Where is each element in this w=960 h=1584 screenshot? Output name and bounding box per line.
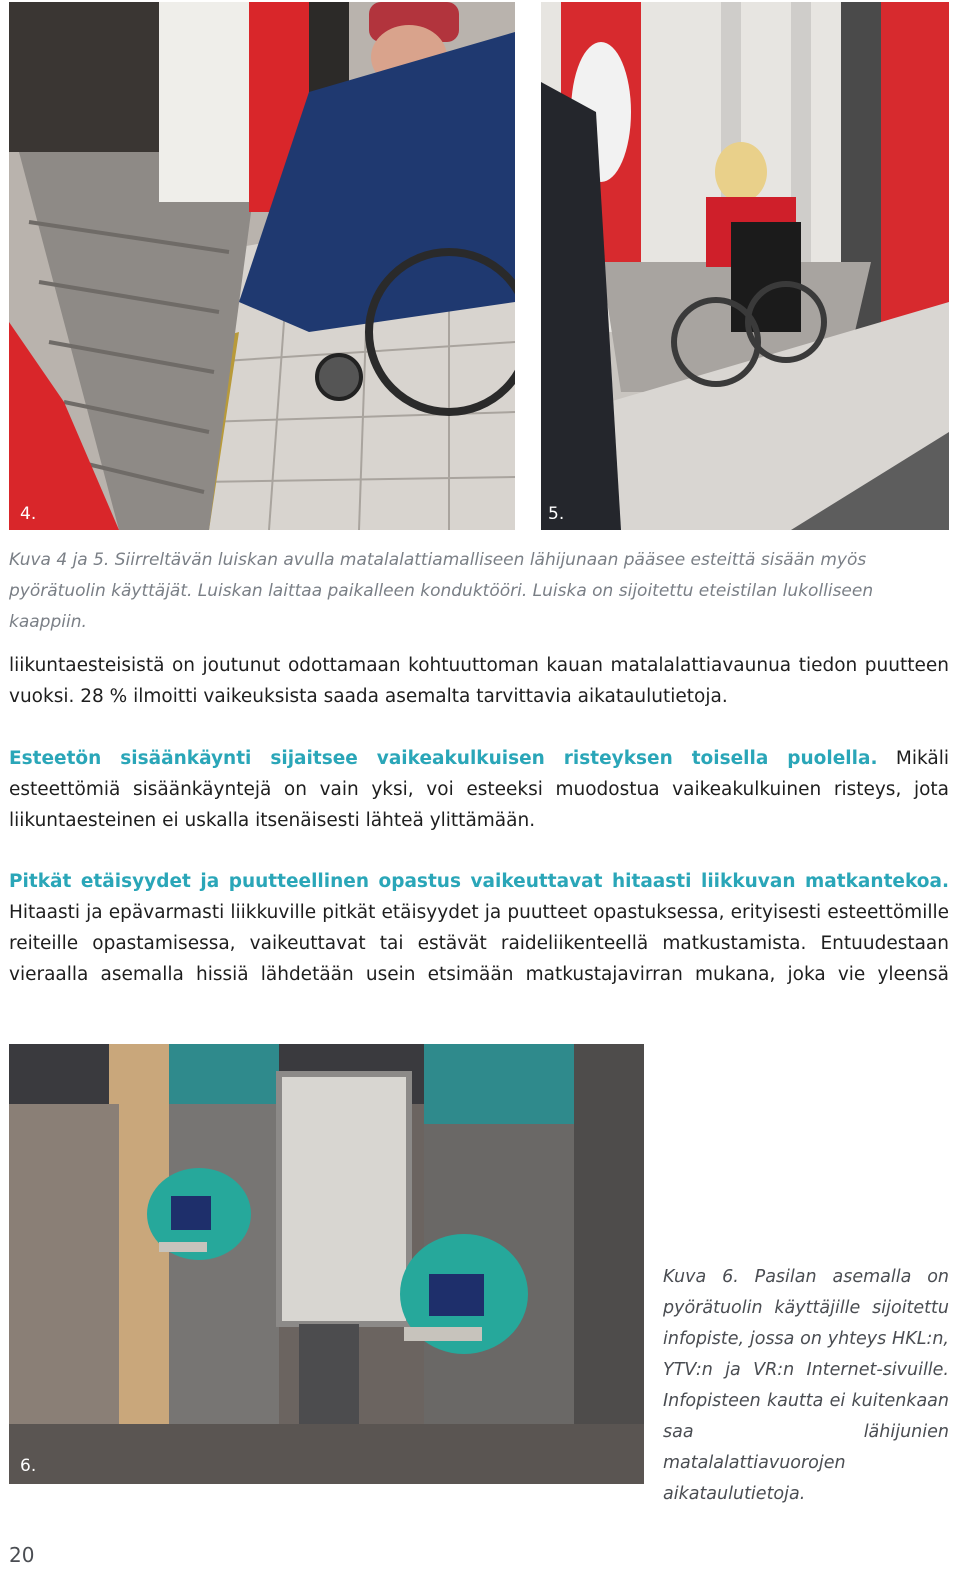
caption-photos-4-5: Kuva 4 ja 5. Siirreltävän luiskan avulla matalalattiamalliseen lähijunaan pääsee esteittä sisään myös pyörätuolin käyttäjät. Luiskan laittaa paikalleen konduktööri. Luiska on sijoitettu eteistilan lukolliseen kaappiin. (9, 550, 874, 632)
photo-4-number: 4. (20, 504, 37, 524)
paragraph-3-body: Hitaasti ja epävarmasti liikkuville pitkät etäisyydet ja puutteet opastuksessa, erityisesti esteettömille reiteille opastamisessa, vaikeuttavat tai estävät raideliikenteellä matkustamista. Entuudestaan vieraalla asemalla hissiä lähdetään usein etsimään matkustajavirran mukana, joka vie yleensä (9, 902, 949, 985)
photo-5-number: 5. (548, 504, 565, 524)
paragraph-2-body: Mikäli esteettömiä sisäänkäyntejä on vain yksi, voi esteeksi muodostua vaikeakulkuinen risteys, jota liikuntaesteinen ei uskalla itsenäisesti lähteä ylittämään. (9, 748, 949, 831)
paragraph-1: liikuntaesteisistä on joutunut odottamaan kohtuuttoman kauan matalalattiavaunua tiedon puutteen vuoksi. 28 % ilmoitti vaikeuksista saada asemalta tarvittavia aikataulutietoja. (9, 655, 949, 707)
photo-5-wheelchair-ramp (541, 2, 949, 530)
caption-photo-6: Kuva 6. Pasilan asemalla on pyörätuolin käyttäjille sijoitettu infopiste, jossa on yhteys HKL:n, YTV:n ja VR:n Internet-sivuille. Infopisteen kautta ei kuitenkaan saa lähijunien matalalattiavuorojen aikataulutietoja. (663, 1267, 949, 1504)
paragraph-3-heading: Pitkät etäisyydet ja puutteellinen opastus vaikeuttavat hitaasti liikkuvan matkantekoa. (9, 871, 949, 892)
paragraph-2-heading: Esteetön sisäänkäynti sijaitsee vaikeakulkuisen risteyksen toisella puolella. (9, 748, 878, 769)
paragraph-2 (9, 743, 949, 836)
photo-4-wheelchair-exiting-train (9, 2, 515, 530)
photo-6-number: 6. (20, 1456, 37, 1476)
page-number: 20 (9, 1543, 35, 1567)
paragraph-3 (9, 866, 949, 990)
photo-6-info-kiosk (9, 1044, 644, 1484)
